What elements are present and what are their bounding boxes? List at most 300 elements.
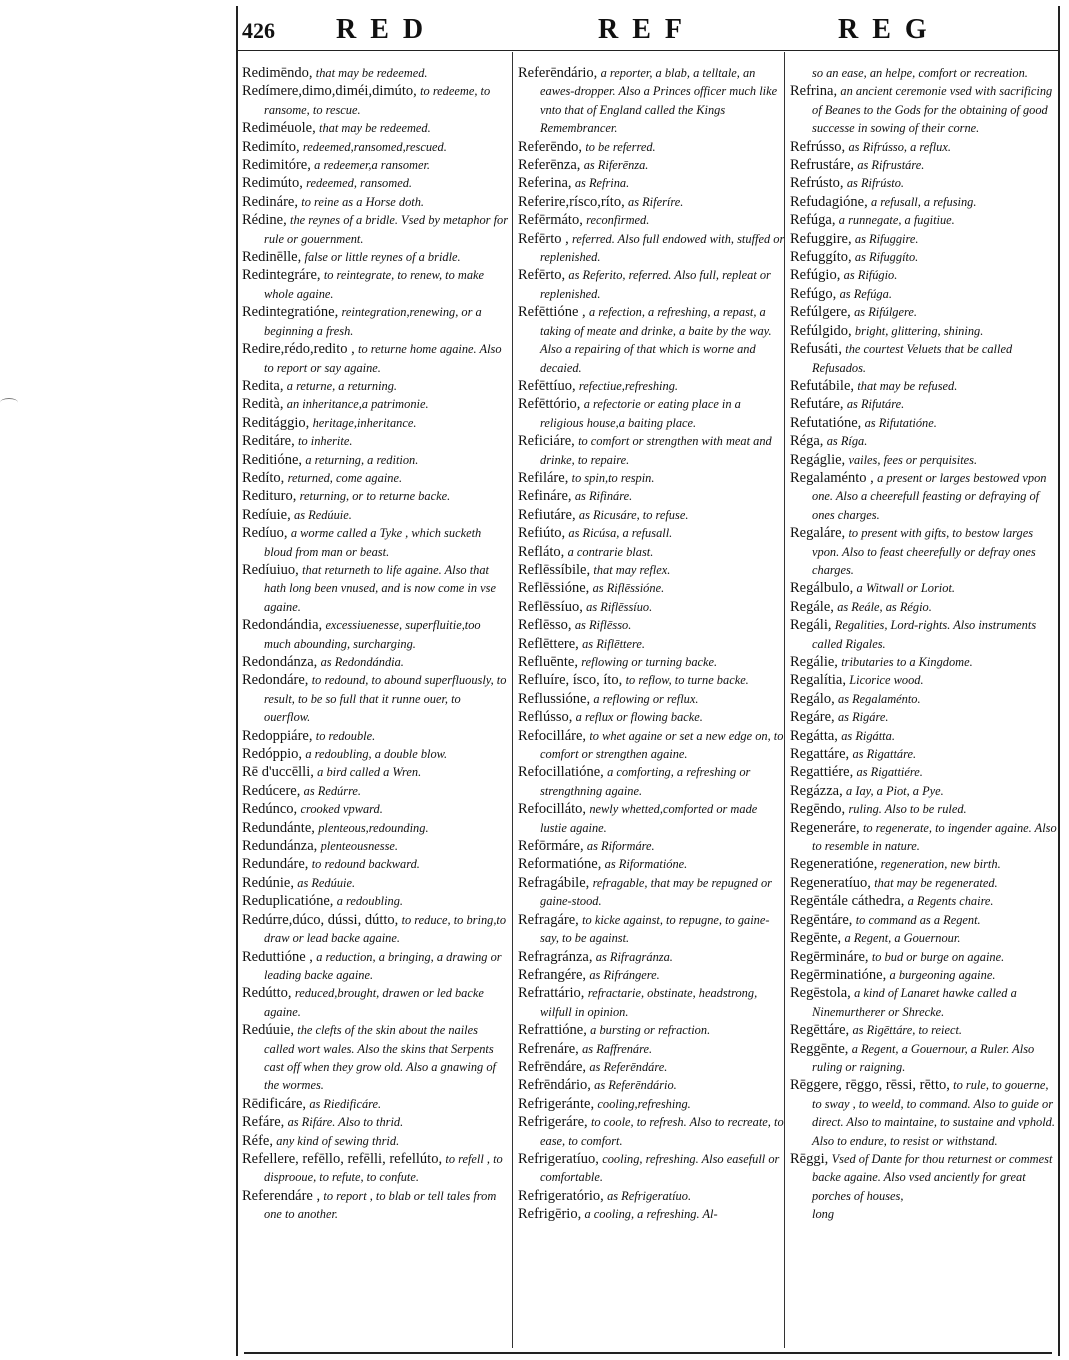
entry-definition: a redeemer,a ransomer. [314,158,431,173]
entry-headword: Redimēndo, [242,65,313,81]
entry-definition: the clefts of the skin about the nailes called wort wales. Also the skins that Serpents cast off when they grow old. Also a gnawing of the wormes. [264,1023,496,1093]
page-header [238,10,1058,51]
entry-headword: Referina, [518,175,572,192]
entry-definition: as Rifrángere. [589,967,660,982]
entry-headword: Regēntále cáthedra, [790,893,905,910]
dictionary-entry [242,156,510,174]
dictionary-entry [242,653,510,671]
entry-headword: Refēttório, [518,396,581,413]
entry-definition: as Referēndáre. [589,1059,668,1074]
entry-headword: Refináre, [518,488,572,505]
entry-definition: as Rifináre. [574,489,633,504]
dictionary-entry [790,819,1058,856]
entry-definition: as Riflēttere. [582,636,645,651]
entry-definition: a refusall, a refusing. [871,194,977,209]
entry-headword: Regēndo, [790,801,846,818]
dictionary-entry [790,745,1058,763]
dictionary-entry [518,156,786,174]
entry-definition: a reflux or flowing backe. [575,710,703,725]
entry-headword: Redúrre,dúco, dússi, dútto, [242,911,399,928]
dictionary-entry [790,800,1058,818]
column-2 [518,64,786,1224]
entry-headword: Refrústo, [790,175,844,192]
entry-definition: as Regalaménto. [838,691,921,706]
entry-headword: Reditággio, [242,414,310,431]
entry-definition: as Rigátta. [841,728,895,743]
entry-headword: Refrangére, [518,966,587,983]
entry-headword: Refusáti, [790,341,842,358]
entry-definition: as Refúga. [839,286,892,301]
entry-definition: the courtest Veluets that be called Refusados. [812,342,1013,375]
entry-headword: Rediméuole, [242,120,316,137]
entry-headword: Regattiére, [790,764,854,781]
entry-headword: Regáglie, [790,451,846,468]
entry-headword: Redondánza, [242,654,318,670]
dictionary-entry [518,948,786,966]
dictionary-entry [518,1150,786,1187]
entry-headword: Refutáre, [790,396,844,413]
entry-definition: a reporter, a blab, a telltale, an eawes-dropper. Also a Princes officer much like vnto that of England called the Kings Remembrancer. [540,66,778,136]
dictionary-entry [518,763,786,800]
entry-definition: to reine as a Horse doth. [301,194,425,209]
entry-definition: regeneration, new birth. [880,857,1001,872]
entry-headword: Regeneratióne, [790,856,878,873]
entry-definition: reintegration,renewing, or a beginning a fresh. [264,305,482,338]
dictionary-entry [242,340,510,377]
entry-headword: Refudagióne, [790,193,868,210]
dictionary-entry [790,1150,1058,1205]
dictionary-entry [790,1076,1058,1150]
entry-definition: refectiue,refreshing. [578,378,678,393]
entry-definition: a bird called a Wren. [317,765,422,780]
dictionary-entry [242,800,510,818]
entry-definition: a Iay, a Piot, a Pye. [846,783,944,798]
entry-definition: to kicke against, to repugne, to gaine-say, to be against. [540,912,770,946]
dictionary-entry [790,469,1058,524]
entry-headword: Redináre, [242,193,298,210]
entry-headword: Regátta, [790,727,838,744]
bottom-rule [244,1352,1052,1354]
entry-headword: Regēstola, [790,985,851,1002]
entry-definition: to rule, to gouerne, to sway , to weeld, to command. Also to guide or direct. Also to maintaine, to sustaine and vphold. Also to endure, to resist or withstand. [812,1078,1055,1148]
dictionary-entry [518,635,786,653]
dictionary-entry [518,230,786,267]
dictionary-entry [790,1205,1058,1223]
dictionary-entry [518,64,786,138]
entry-headword: Refrattióne, [518,1022,587,1039]
dictionary-entry [518,653,786,671]
entry-headword: Redoppiáre, [242,727,313,744]
entry-headword: Refrigeratíuo, [518,1150,599,1167]
entry-definition: a Regent, a Gouernour, a Ruler. Also ruling or raigning. [812,1041,1035,1074]
dictionary-entry [790,671,1058,689]
entry-headword: Refērto, [518,267,566,284]
dictionary-entry [790,138,1058,156]
entry-headword: Regēntáre, [790,911,853,928]
entry-headword: Regēnte, [790,930,842,947]
entry-definition: to be referred. [585,139,656,154]
dictionary-entry [518,966,786,984]
dictionary-entry [242,984,510,1021]
entry-definition: tributaries to a Kingdome. [841,655,973,669]
entry-definition: to redound backward. [311,857,420,872]
entry-headword: Redútto, [242,985,292,1002]
entry-definition: returning, or to returne backe. [299,489,451,504]
entry-definition: as Rifrústo. [846,176,905,191]
dictionary-entry [518,1021,786,1039]
entry-headword: Redire,rédo,redito , [242,341,355,358]
page-number: 426 [242,18,275,43]
entry-headword: Regále, [790,598,834,615]
dictionary-entry [518,579,786,597]
entry-headword: Réfe, [242,1132,273,1149]
entry-headword: Reggēnte, [790,1040,849,1057]
entry-headword: Refrina, [790,83,838,100]
dictionary-entry [518,211,786,229]
entry-headword: Refuggire, [790,230,852,247]
entry-definition: as Rigáre. [837,710,889,725]
entry-headword: Redúnie, [242,874,294,891]
entry-definition: to returne home againe. Also to report or say againe. [264,342,502,375]
dictionary-entry [242,1132,510,1150]
entry-definition: to report , to blab or tell tales from one to another. [264,1188,497,1222]
entry-headword: Redúcere, [242,782,301,799]
entry-headword: Refērto , [518,230,569,247]
entry-headword: Refragáre, [518,911,579,928]
entry-definition: a redoubling. [336,894,404,909]
dictionary-entry [518,395,786,432]
entry-headword: Reduplicatióne, [242,893,334,910]
entry-definition: redeemed,ransomed,rescued. [302,139,447,154]
entry-definition: a comforting, a refreshing or strengthning againe. [540,765,751,798]
dictionary-entry [242,727,510,745]
entry-definition: to reintegrate, to renew, to make whole againe. [264,268,485,301]
entry-headword: Refúlgido, [790,322,852,339]
entry-headword: Refrigērio, [518,1206,582,1223]
entry-definition: a burgeoning againe. [889,967,996,982]
dictionary-entry [242,414,510,432]
dictionary-entry [518,911,786,948]
entry-headword: Reditáre, [242,433,295,450]
entry-headword: Redità, [242,396,284,413]
entry-definition: that may be refused. [857,378,958,393]
entry-definition: a contrarie blast. [567,544,654,559]
entry-headword: Reflússo, [518,709,573,726]
entry-headword: Redíuo, [242,525,288,542]
entry-definition: long [812,1207,835,1222]
entry-definition: as Rifrustáre. [857,158,925,173]
dictionary-entry [790,874,1058,892]
dictionary-entry [790,64,1058,82]
dictionary-entry [790,377,1058,395]
guide-word-left: RED [336,14,438,45]
entry-headword: Reflēsso, [518,617,572,634]
entry-headword: Regázza, [790,782,843,799]
entry-headword: Refluíre, ísco, íto, [518,672,623,689]
dictionary-entry [518,487,786,505]
dictionary-entry [242,892,510,910]
entry-definition: to command as a Regent. [855,912,981,927]
dictionary-entry [790,340,1058,377]
entry-headword: Redímere,dimo,diméi,dimúto, [242,83,417,100]
dictionary-entry [242,395,510,413]
entry-headword: Regálo, [790,690,835,707]
entry-definition: as Refrigeratíuo. [607,1188,692,1203]
dictionary-entry [790,1021,1058,1039]
entry-headword: Redúnco, [242,801,298,818]
dictionary-entry [518,377,786,395]
entry-headword: Refōrmáre, [518,838,584,855]
entry-definition: vailes, fees or perquisites. [848,452,978,467]
dictionary-entry [518,1058,786,1076]
entry-headword: Redúuie, [242,1022,294,1039]
entry-headword: Refrigeráre, [518,1114,588,1131]
entry-definition: as Refrina. [574,176,630,191]
dictionary-entry [518,543,786,561]
entry-definition: cooling,refreshing. [597,1096,691,1111]
entry-headword: Refúgio, [790,267,841,284]
entry-headword: Reflēssíbile, [518,561,591,578]
dictionary-entry [790,782,1058,800]
column-rule-1 [512,52,513,1348]
entry-definition: that may reflex. [593,562,671,577]
entry-headword: Refrigeratório, [518,1187,604,1204]
dictionary-entry [790,966,1058,984]
dictionary-entry [242,1187,510,1224]
entry-headword: Refrattário, [518,985,585,1002]
entry-headword: Redíto, [242,469,285,486]
margin-mark [0,398,18,407]
dictionary-entry [242,524,510,561]
entry-headword: Redimúto, [242,175,303,192]
entry-definition: as Riedificáre. [309,1096,382,1111]
entry-definition: reconfirmed. [586,213,650,228]
entry-headword: Rēdificáre, [242,1095,307,1112]
entry-headword: Rédine, [242,212,287,229]
dictionary-entry [242,874,510,892]
dictionary-entry [518,432,786,469]
entry-headword: Regeneratíuo, [790,874,871,891]
dictionary-entry [242,819,510,837]
dictionary-entry [242,506,510,524]
dictionary-entry [242,763,510,781]
dictionary-entry [518,138,786,156]
entry-headword: Refiúto, [518,525,566,542]
entry-headword: Reditióne, [242,451,303,468]
dictionary-entry [790,82,1058,137]
dictionary-entry [242,451,510,469]
entry-definition: as Riferēnza. [583,158,649,173]
entry-definition: as Redúuie. [297,875,356,890]
entry-headword: Refáre, [242,1114,285,1131]
dictionary-entry [242,1150,510,1187]
dictionary-entry [518,874,786,911]
dictionary-entry [790,855,1058,873]
dictionary-entry [518,671,786,689]
entry-definition: as Redúuie. [294,507,352,522]
entry-definition: as Rifrússo, a reflux. [848,139,951,154]
entry-headword: Refocilláto, [518,801,587,818]
entry-definition: to spin,to respin. [571,470,655,485]
entry-definition: a runnegate, a fugitiue. [838,213,955,228]
entry-headword: Redimitóre, [242,157,311,174]
dictionary-entry [790,524,1058,579]
entry-definition: that may be redeemed. [319,121,431,136]
entry-definition: as Rifuggire. [854,231,919,246]
entry-headword: Rēggere, rēggo, rēssi, rētto, [790,1077,950,1094]
entry-definition: a returning, a redition. [305,452,419,467]
entry-definition: heritage,inheritance. [312,415,417,430]
dictionary-entry [518,174,786,192]
entry-headword: Reduttióne , [242,948,313,965]
entry-headword: Refērmáto, [518,212,583,229]
entry-headword: Regattáre, [790,746,850,763]
dictionary-entry [790,763,1058,781]
entry-headword: Referēndo, [518,138,583,155]
entry-definition: as Reále, as Régio. [837,599,932,614]
dictionary-entry [790,174,1058,192]
dictionary-entry [790,451,1058,469]
entry-definition: that may be redeemed. [315,66,428,80]
entry-definition: refractarie, obstinate, headstrong, wilfull in opinion. [540,986,758,1019]
entry-headword: Regaláre, [790,525,846,542]
entry-headword: Regalítia, [790,672,846,689]
entry-headword: Redóppio, [242,746,303,763]
entry-definition: a kind of Lanaret hawke called a Ninemurtherer or Shrecke. [812,986,1017,1019]
entry-headword: Refrússo, [790,138,846,155]
entry-headword: Refēttíuo, [518,377,576,394]
entry-headword: Refragránza, [518,948,593,965]
dictionary-entry [518,524,786,542]
entry-definition: a bursting or refraction. [590,1023,711,1038]
entry-definition: to coole, to refresh. Also to recreate, to ease, to comfort. [540,1115,784,1148]
dictionary-entry [518,690,786,708]
entry-headword: Reflēssióne, [518,580,590,597]
entry-headword: Regáre, [790,709,835,726]
dictionary-entry [518,984,786,1021]
dictionary-entry [242,1021,510,1095]
guide-word-right: REG [838,14,941,45]
entry-definition: redeemed, ransomed. [306,176,412,191]
entry-definition: to present with gifts, to bestow larges vpon. Also to feast cheerefully or defray ones charges. [812,526,1036,577]
dictionary-entry [518,1076,786,1094]
entry-headword: Refrēndário, [518,1077,591,1094]
entry-definition: as Riflēssíuo. [586,599,653,614]
entry-headword: Reformatióne, [518,856,602,873]
dictionary-entry [790,579,1058,597]
entry-definition: to comfort or strengthen with meat and drinke, to repaire. [540,434,772,467]
dictionary-entry [790,230,1058,248]
entry-definition: a refection, a refreshing, a repast, a taking of meate and drinke, a baite by the way. Also a repairing of that which is worne and decaied. [540,305,772,375]
entry-definition: newly whetted,comforted or made lustie againe. [540,802,758,835]
entry-definition: an inheritance,a patrimonie. [286,397,429,412]
entry-definition: cooling, refreshing. Also easefull or comfortable. [540,1151,780,1185]
entry-definition: any kind of sewing thrid. [276,1133,400,1148]
dictionary-entry [790,911,1058,929]
entry-headword: Refúga, [790,212,836,229]
entry-definition: the reynes of a bridle. Vsed by metaphor for rule or gouernment. [264,213,509,246]
entry-definition: to redound, to abound superfluously, to result, to be so full that it runne ouer, to ouerflow. [264,673,507,725]
entry-headword: Refocilláre, [518,727,587,744]
entry-headword: Refrigeránte, [518,1095,595,1112]
dictionary-entry [242,138,510,156]
dictionary-entry [242,64,510,82]
dictionary-entry [242,745,510,763]
dictionary-entry [790,708,1058,726]
dictionary-entry [242,487,510,505]
entry-definition: an ancient ceremonie vsed with sacrificing of Beanes to the Gods for the obtaining of good successe in sowing of their corne. [812,84,1053,136]
entry-definition: as Ricusáre, to refuse. [578,507,689,522]
entry-definition: to reduce, to bring,to draw or lead backe againe. [264,912,507,946]
entry-definition: plenteous,redounding. [318,820,429,835]
entry-definition: as Ríga. [826,434,868,449]
dictionary-entry [790,929,1058,947]
dictionary-entry [518,598,786,616]
entry-headword: Referire,rísco,ríto, [518,193,625,210]
entry-headword: Refrēndáre, [518,1058,587,1075]
dictionary-page [236,6,1060,1356]
entry-definition: as Riflēsso. [574,618,632,633]
entry-definition: that returneth to life againe. Also that hath long been vnused, and is now come in vse againe. [264,562,496,614]
dictionary-entry [518,855,786,873]
dictionary-entry [242,469,510,487]
dictionary-entry [242,911,510,948]
dictionary-entry [790,432,1058,450]
entry-definition: to redouble. [315,728,376,743]
entry-definition: crooked vpward. [300,802,383,817]
entry-headword: Refluēnte, [518,654,578,670]
dictionary-entry [790,322,1058,340]
dictionary-entry [242,211,510,248]
entry-headword: Reflēssíuo, [518,598,583,615]
entry-definition: a cooling, a refreshing. Al- [584,1207,718,1222]
entry-definition: to reflow, to turne backe. [625,673,749,688]
dictionary-entry [242,782,510,800]
entry-headword: Refiutáre, [518,506,576,523]
entry-definition: a refectorie or eating place in a religious house,a baiting place. [540,397,741,430]
entry-definition: a present or larges bestowed vpon one. Also a cheerefull feasting or defraying of ones charges. [812,470,1047,522]
entry-headword: Redituro, [242,488,297,505]
entry-headword: Redíuiuo, [242,561,299,578]
dictionary-entry [790,395,1058,413]
dictionary-entry [242,855,510,873]
entry-definition: to refell , to disprooue, to refute, to confute. [264,1151,503,1185]
column-1 [242,64,510,1224]
dictionary-entry [518,506,786,524]
entry-headword: Regálie, [790,654,838,670]
dictionary-entry [242,948,510,985]
dictionary-entry [242,174,510,192]
entry-definition: a reflowing or reflux. [593,691,699,706]
entry-headword: Regáli, [790,617,832,634]
entry-definition: as Riflēssióne. [592,581,665,596]
entry-definition: as Rifúlgere. [854,305,917,320]
dictionary-entry [242,671,510,726]
entry-headword: Regálbulo, [790,580,854,597]
entry-headword: Regērmináre, [790,948,869,965]
entry-definition: as Redúrre. [303,783,362,798]
dictionary-entry [518,616,786,634]
dictionary-entry [790,598,1058,616]
dictionary-entry [242,1113,510,1131]
dictionary-entry [790,156,1058,174]
entry-headword: Regalaménto , [790,469,874,486]
dictionary-entry [242,119,510,137]
entry-definition: referred. Also full endowed with, stuffed or replenished. [540,231,785,265]
entry-definition: Licorice wood. [849,673,924,688]
entry-definition: a Regent, a Gouernour. [844,931,961,946]
dictionary-entry [518,837,786,855]
